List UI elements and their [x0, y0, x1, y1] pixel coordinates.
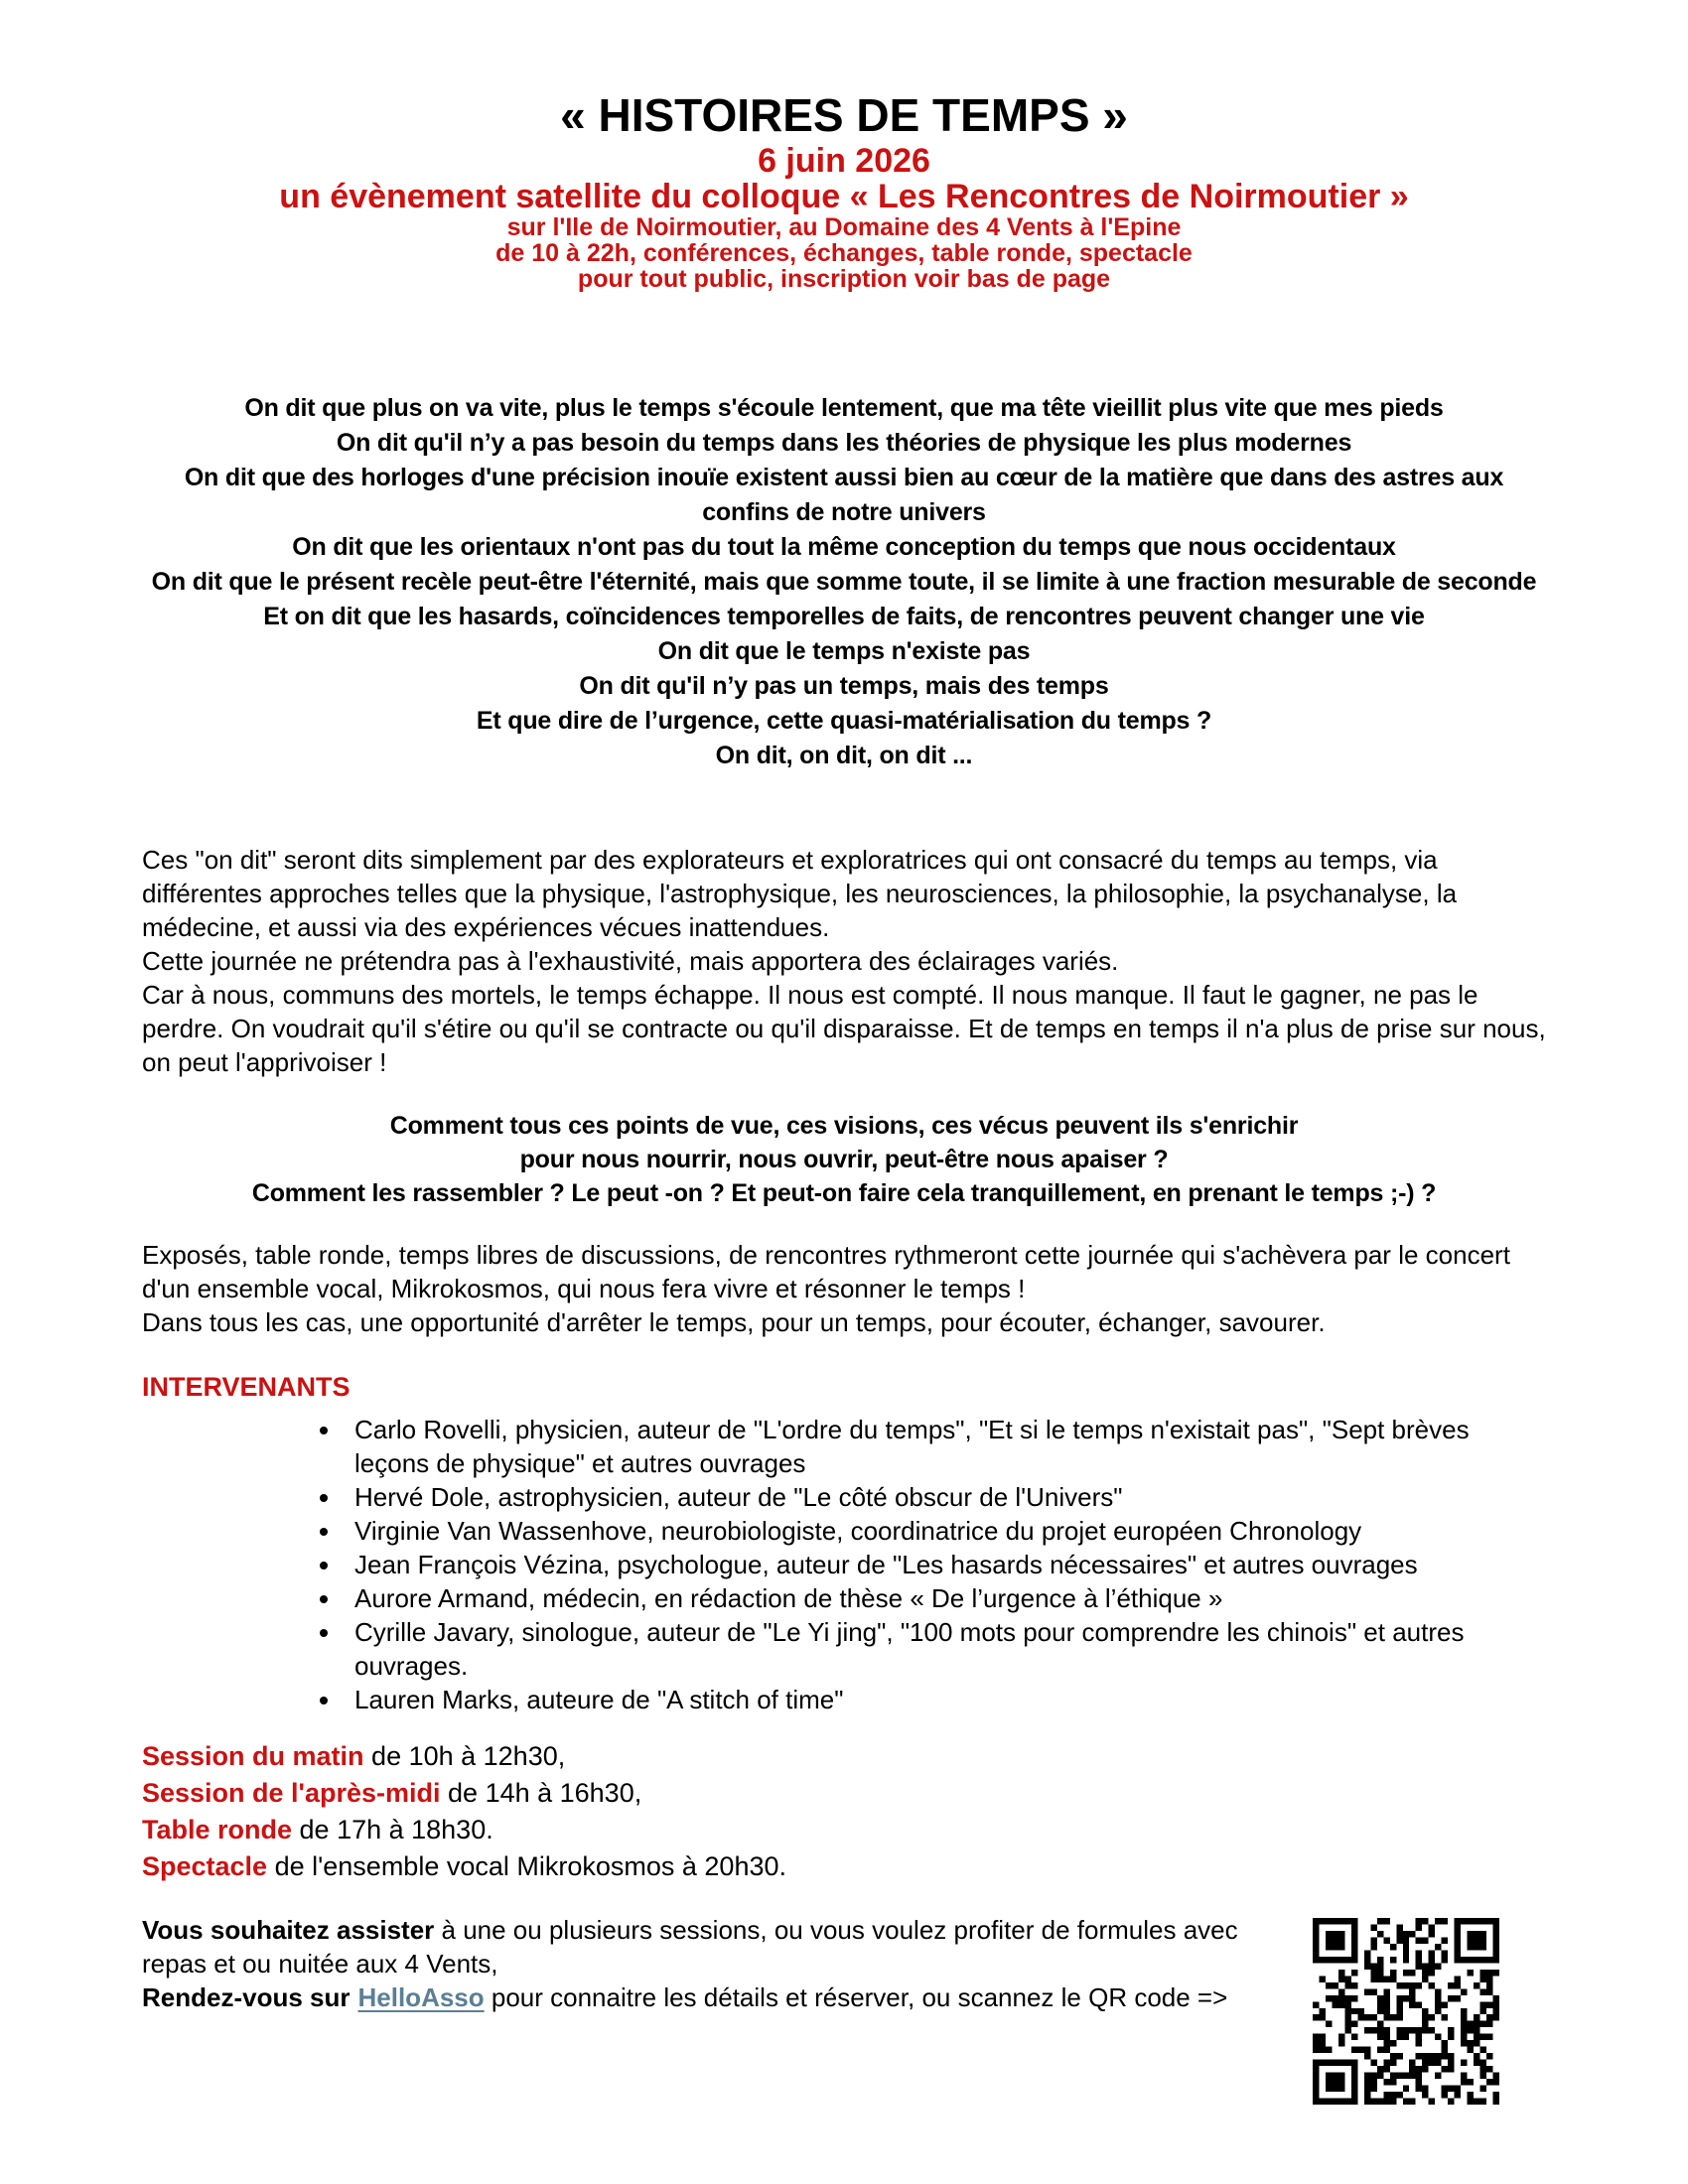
session-detail: de 17h à 18h30. — [292, 1815, 493, 1844]
speakers-list — [309, 1413, 1546, 1716]
on-dit-line: On dit que les orientaux n'ont pas du tout la même conception du temps que nous occidentaux — [292, 533, 1396, 561]
questions-block — [142, 1109, 1546, 1210]
on-dit-block — [142, 391, 1546, 773]
registration-line1-emphasis: Vous souhaitez assister — [142, 1915, 435, 1945]
speaker-item: • Lauren Marks, auteure de "A stitch of time" — [343, 1683, 1546, 1716]
event-subtitle: un évènement satellite du colloque « Les Rencontres de Noirmoutier » — [279, 178, 1409, 215]
intro-paragraph: Ces "on dit" seront dits simplement par des explorateurs et exploratrices qui ont consacré du temps au temps, via différentes approches telles que la physique, l'astrophysique, les neurosciences, la philosophie, la psychanalyse, la médecine, et aussi via des expériences vécues inattendues. — [142, 845, 1458, 942]
speaker-item: • Jean François Vézina, psychologue, auteur de "Les hasards nécessaires" et autres ouvrages — [343, 1548, 1546, 1581]
session-label: Session de l'après-midi — [142, 1778, 441, 1808]
registration-line1-text: à une ou plusieurs sessions, ou vous voulez profiter de formules avec repas et ou nuitée aux 4 Vents, — [142, 1915, 1245, 1979]
on-dit-line: On dit que le temps n'existe pas — [657, 637, 1031, 665]
on-dit-line: On dit, on dit, on dit ... — [715, 742, 973, 769]
on-dit-line: On dit que plus on va vite, plus le temps s'écoule lentement, que ma tête vieillit plus vite que mes pieds — [244, 394, 1444, 422]
intro-block — [142, 843, 1546, 1079]
flyer-content — [142, 0, 1546, 2014]
speaker-item: • Virginie Van Wassenhove, neurobiologiste, coordinatrice du projet européen Chronology — [343, 1514, 1546, 1548]
page-title: « HISTOIRES DE TEMPS » — [560, 89, 1128, 141]
speaker-item: • Carlo Rovelli, physicien, auteur de "L'ordre du temps", "Et si le temps n'existait pas", "Sept brèves leçons de physique" et autres ouvrages — [343, 1413, 1546, 1480]
event-audience: pour tout public, inscription voir bas de page — [577, 265, 1111, 293]
speaker-item: • Cyrille Javary, sinologue, auteur de "Le Yi jing", "100 mots pour comprendre les chinois" et autres ouvrages. — [343, 1615, 1546, 1683]
on-dit-line: Et que dire de l’urgence, cette quasi-matérialisation du temps ? — [476, 707, 1212, 735]
registration-line1 — [142, 1913, 1284, 1980]
session-detail: de l'ensemble vocal Mikrokosmos à 20h30. — [267, 1851, 786, 1881]
question-line: pour nous nourrir, nous ouvrir, peut-être nous apaiser ? — [519, 1146, 1169, 1173]
program-paragraph: Exposés, table ronde, temps libres de discussions, de rencontres rythmeront cette journée qui s'achèvera par le concert d'un ensemble vocal, Mikrokosmos, qui nous fera vivre et résonner le temps ! — [142, 1240, 1510, 1303]
on-dit-line: Et on dit que les hasards, coïncidences temporelles de faits, de rencontres peuvent changer une vie — [263, 603, 1425, 630]
on-dit-line: On dit que le présent recèle peut-être l'éternité, mais que somme toute, il se limite à une fraction mesurable de seconde — [151, 568, 1537, 596]
intervenants-heading: INTERVENANTS — [142, 1372, 351, 1402]
helloasso-link[interactable]: HelloAsso — [357, 1982, 485, 2012]
intro-paragraph: Cette journée ne prétendra pas à l'exhaustivité, mais apportera des éclairages variés. — [142, 946, 1119, 976]
session-line — [142, 1812, 1546, 1848]
registration-line2-emphasis: Rendez-vous sur — [142, 1982, 351, 2012]
session-line — [142, 1848, 1546, 1885]
session-label: Session du matin — [142, 1741, 364, 1771]
registration-line2-text: pour connaitre les détails et réserver, ou scannez le QR code => — [484, 1982, 1228, 2012]
event-date: 6 juin 2026 — [758, 142, 930, 180]
program-paragraph: Dans tous les cas, une opportunité d'arrêter le temps, pour un temps, pour écouter, échanger, savourer. — [142, 1307, 1326, 1337]
registration-line2 — [142, 1980, 1284, 2014]
session-detail: de 14h à 16h30, — [440, 1778, 642, 1808]
session-line — [142, 1738, 1546, 1775]
on-dit-line: On dit que des horloges d'une précision inouïe existent aussi bien au cœur de la matière que dans des astres aux confins de notre univers — [184, 464, 1504, 526]
speaker-item: • Aurore Armand, médecin, en rédaction de thèse « De l’urgence à l’éthique » — [343, 1581, 1546, 1615]
event-schedule: de 10 à 22h, conférences, échanges, table ronde, spectacle — [495, 239, 1193, 267]
event-location: sur l'Ile de Noirmoutier, au Domaine des 4 Vents à l'Epine — [506, 213, 1182, 241]
sessions-block — [142, 1738, 1546, 1885]
question-line: Comment tous ces points de vue, ces visions, ces vécus peuvent ils s'enrichir — [389, 1112, 1299, 1140]
session-detail: de 10h à 12h30, — [363, 1741, 566, 1771]
session-label: Table ronde — [142, 1815, 293, 1844]
on-dit-line: On dit qu'il n’y pas un temps, mais des temps — [579, 672, 1109, 700]
qr-code — [1313, 1918, 1499, 2105]
speaker-item: • Hervé Dole, astrophysicien, auteur de "Le côté obscur de l'Univers" — [343, 1480, 1546, 1514]
registration-block — [142, 1913, 1284, 2014]
session-label: Spectacle — [142, 1851, 268, 1881]
intro-paragraph: Car à nous, communs des mortels, le temps échappe. Il nous est compté. Il nous manque. Il faut le gagner, ne pas le perdre. On voudrait qu'il s'étire ou qu'il se contracte ou qu'il disparaisse. Et de temps en temps il n'a plus de prise sur nous, on peut l'apprivoiser ! — [142, 980, 1546, 1077]
session-line — [142, 1775, 1546, 1812]
question-line: Comment les rassembler ? Le peut -on ? Et peut-on faire cela tranquillement, en prenant le temps ;-) ? — [251, 1179, 1437, 1207]
program-block — [142, 1238, 1546, 1339]
on-dit-line: On dit qu'il n’y a pas besoin du temps dans les théories de physique les plus modernes — [336, 429, 1352, 457]
